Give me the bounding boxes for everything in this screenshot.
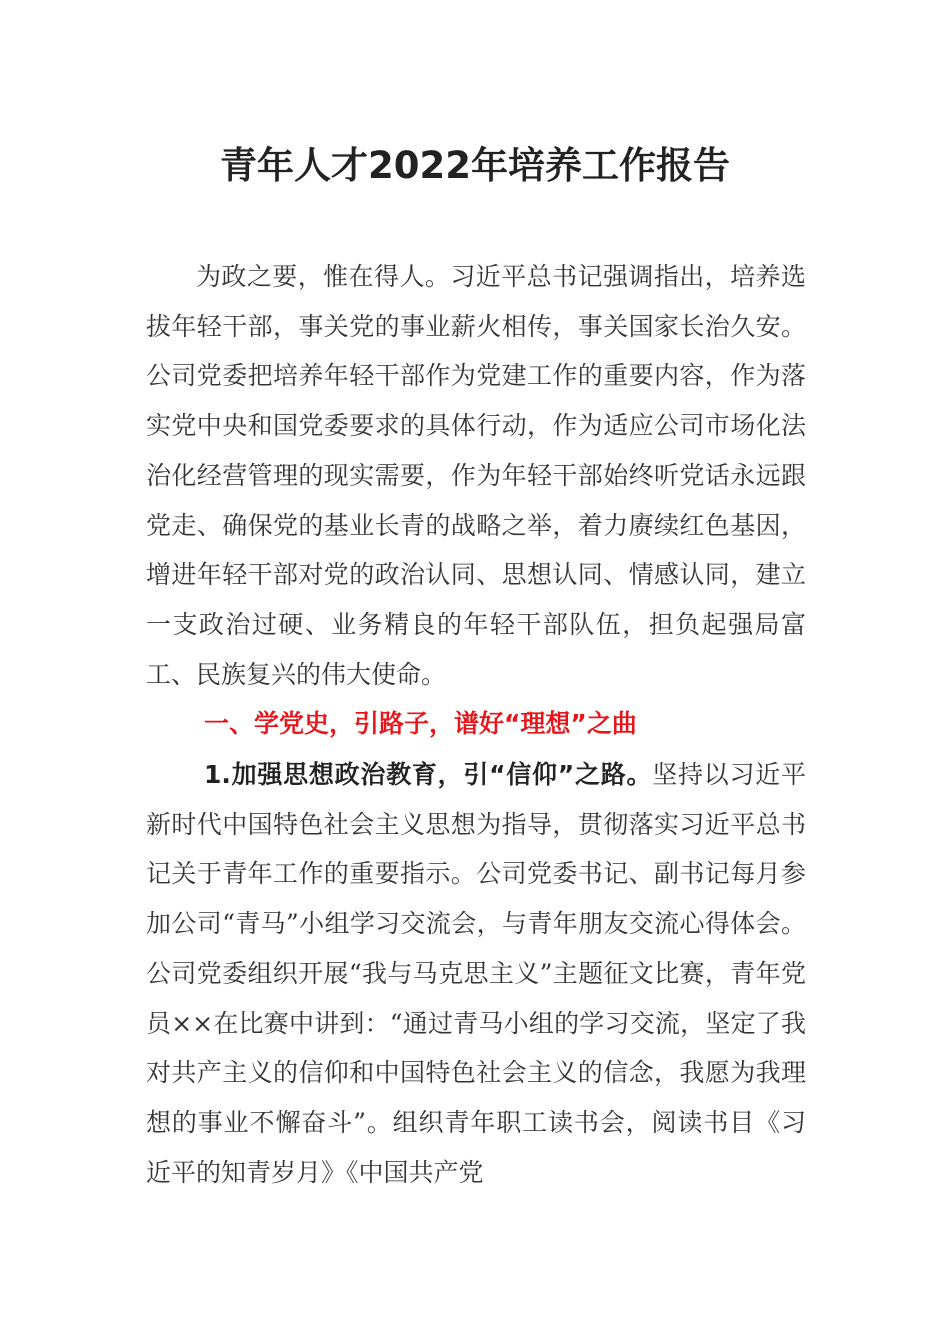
section1-item1-paragraph bbox=[146, 750, 806, 1197]
section1-item1-lead: 1.加强思想政治教育，引“信仰”之路。 bbox=[204, 760, 653, 789]
section-heading-1: 一、学党史，引路子，谱好“理想”之曲 bbox=[204, 709, 637, 738]
intro-paragraph: 为政之要，惟在得人。习近平总书记强调指出，培养选拔年轻干部，事关党的事业薪火相传，事关国家长治久安。公司党委把培养年轻干部作为党建工作的重要内容，作为落实党中央和国党委要求的具体行动，作为适应公司市场化法治化经营管理的现实需要，作为年轻干部始终听党话永远跟党走、确保党的基业长青的战略之举，着力赓续红色基因，增进年轻干部对党的政治认同、思想认同、情感认同，建立一支政治过硬、业务精良的年轻干部队伍，担负起强局富工、民族复兴的伟大使命。 bbox=[146, 262, 806, 689]
section1-item1-text: 坚持以习近平新时代中国特色社会主义思想为指导，贯彻落实习近平总书记关于青年工作的重要指示。公司党委书记、副书记每月参加公司“青马”小组学习交流会，与青年朋友交流心得体会。公司党委组织开展“我与马克思主义”主题征文比赛，青年党员××在比赛中讲到：“通过青马小组的学习交流，坚定了我对共产主义的信仰和中国特色社会主义的信念，我愿为我理想的事业不懈奋斗”。组织青年职工读书会，阅读书目《习近平的知青岁月》《中国共产党 bbox=[146, 760, 806, 1187]
document-title: 青年人才2022年培养工作报告 bbox=[220, 144, 730, 187]
